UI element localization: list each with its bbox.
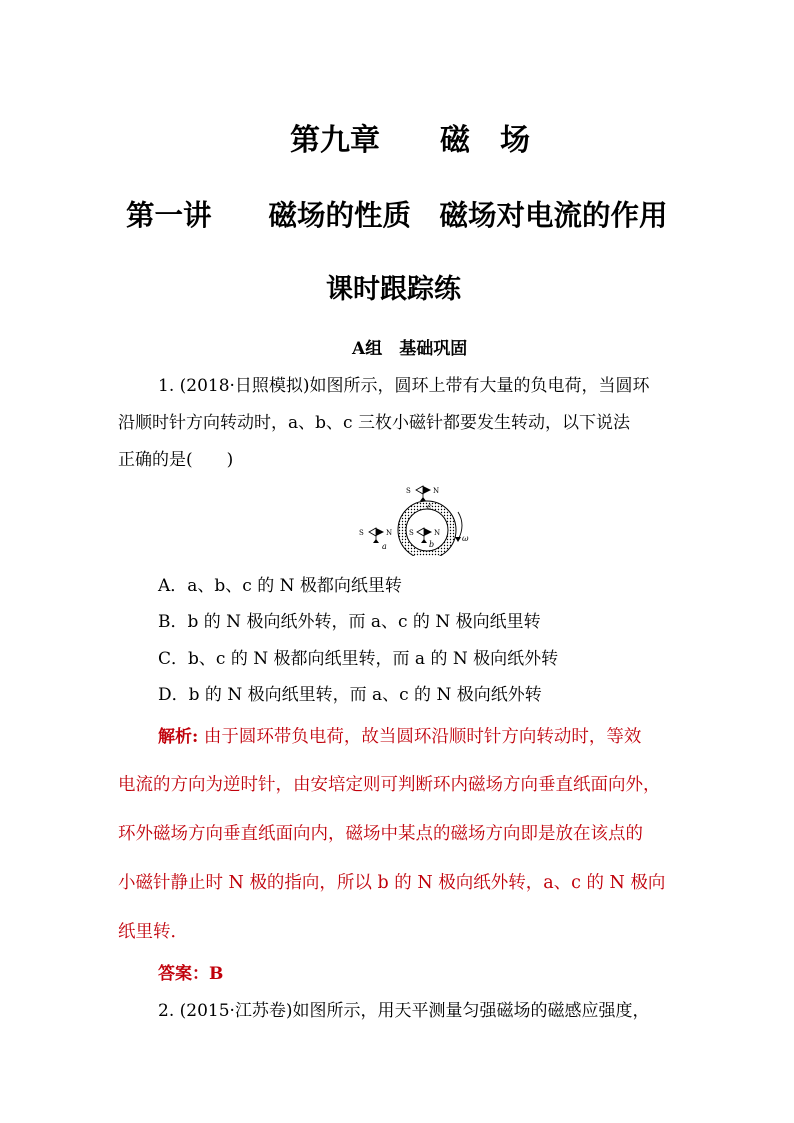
compass-needle-a: [369, 528, 384, 543]
lecture-title: 第一讲 磁场的性质 磁场对电流的作用: [126, 199, 668, 232]
analysis-first-line: [158, 729, 641, 747]
answer-line: [158, 966, 223, 983]
option-c: C．b、c 的 N 极都向纸里转，而 a 的 N 极向纸外转: [158, 649, 559, 669]
question-1-line: 沿顺时针方向转动时，a、b、c 三枚小磁针都要发生转动，以下说法: [118, 413, 630, 433]
label-a: a: [382, 542, 387, 551]
answer-value: B: [209, 964, 224, 984]
chapter-title: 第九章 磁 场: [290, 123, 530, 158]
option-b: B．b 的 N 极向纸外转，而 a、c 的 N 极向纸里转: [158, 612, 541, 632]
analysis-label: 解析:: [158, 727, 199, 747]
ring-compass-figure: [350, 478, 480, 556]
label-c: c: [427, 502, 432, 511]
option-d: D．b 的 N 极向纸里转，而 a、c 的 N 极向纸外转: [158, 685, 542, 705]
analysis-line: 纸里转．: [118, 922, 188, 942]
analysis-line: 小磁针静止时 N 极的指向，所以 b 的 N 极向纸外转，a、c 的 N 极向: [118, 873, 666, 893]
option-a: A．a、b、c 的 N 极都向纸里转: [158, 576, 402, 596]
analysis-line: 电流的方向为逆时针，由安培定则可判断环内磁场方向垂直纸面向外，: [118, 775, 661, 795]
label-left-n: N: [386, 529, 393, 537]
compass-needle-c: [416, 486, 431, 501]
analysis-line: 环外磁场方向垂直纸面向内，磁场中某点的磁场方向即是放在该点的: [118, 824, 643, 844]
group-heading: A组 基础巩固: [352, 339, 468, 359]
label-top-n: N: [433, 487, 440, 495]
label-left-s: S: [359, 529, 364, 537]
analysis-text: 由于圆环带负电荷，故当圆环沿顺时针方向转动时，等效: [198, 727, 642, 747]
subtitle: 课时跟踪练: [326, 274, 461, 305]
label-omega: ω: [462, 534, 469, 543]
question-1-line: 正确的是( ): [118, 450, 234, 470]
question-1-line: 1. (2018·日照模拟)如图所示，圆环上带有大量的负电荷，当圆环: [158, 376, 650, 396]
label-inner-n: N: [434, 529, 441, 537]
question-2-line: 2. (2015·江苏卷)如图所示，用天平测量匀强磁场的磁感应强度，: [158, 1001, 650, 1021]
label-inner-s: S: [409, 529, 414, 537]
label-top-s: S: [406, 487, 411, 495]
label-b: b: [429, 540, 435, 549]
answer-label: 答案：: [158, 964, 209, 984]
